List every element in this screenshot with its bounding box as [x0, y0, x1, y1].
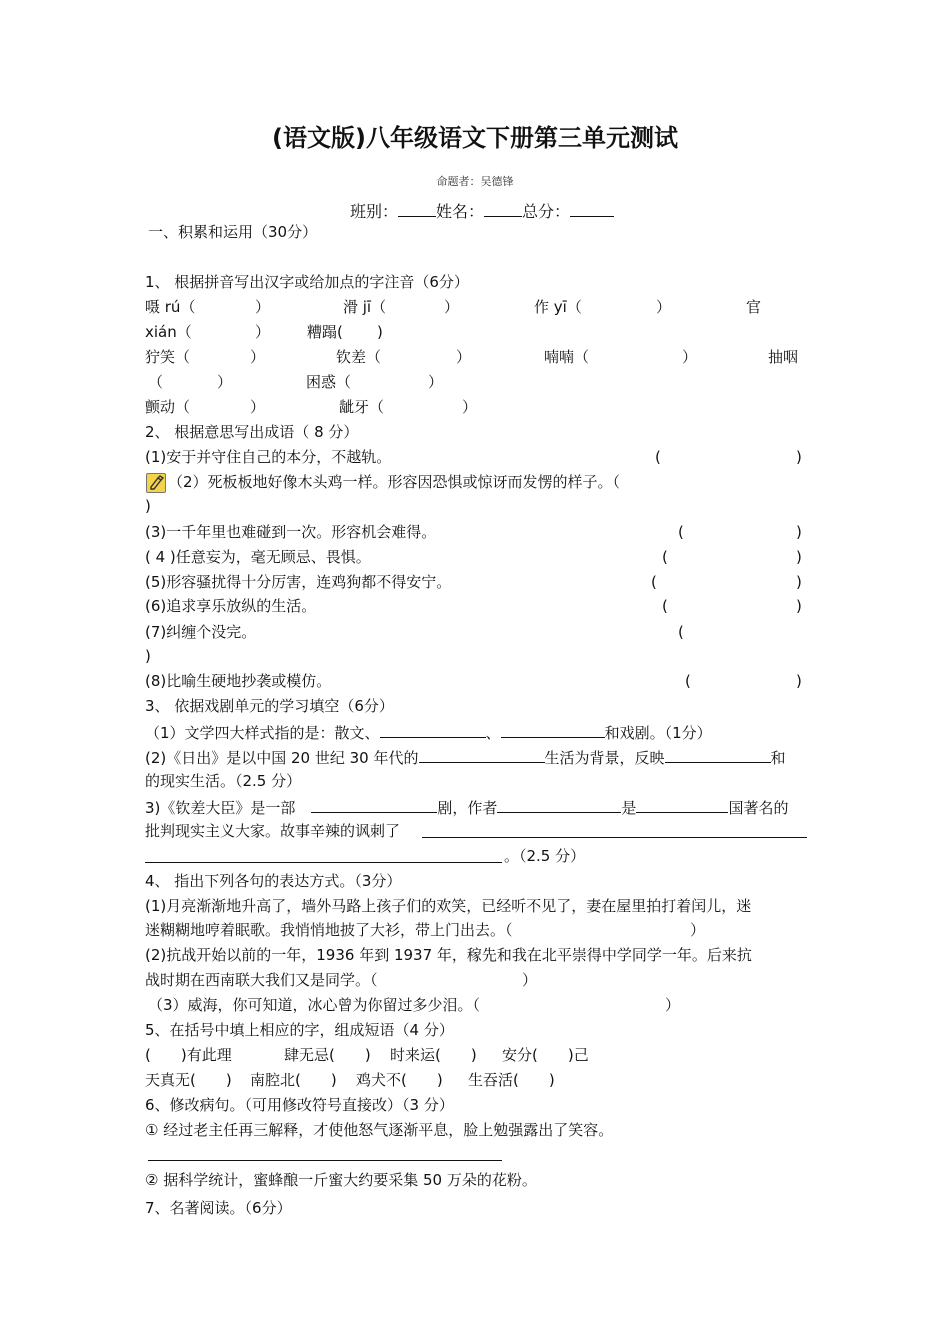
q2-item-1: (1)安于并守住自己的本分，不越轨。	[145, 448, 392, 466]
q6-answer-line[interactable]	[148, 1160, 502, 1161]
q4-line-3: (2)抗战开始以前的一年，1936 年到 1937 年，稼先和我在北平崇得中学同学一年。后来抗	[145, 946, 752, 964]
q2-item-5-close: )	[796, 573, 802, 591]
q3-l4-text-c: 是	[621, 799, 637, 817]
q1-r2-c: 糟蹋(	[307, 323, 343, 341]
q5-r1-4: 安分( )己	[502, 1046, 589, 1064]
q5-r2-3: 鸡犬不( )	[356, 1071, 443, 1089]
q2-item-7-open: (	[678, 623, 684, 641]
q1-r3-c: 钦差（	[336, 348, 382, 366]
q1-r5-b: ）	[250, 398, 266, 416]
q2-item-6: (6)追求享乐放纵的生活。	[145, 597, 317, 615]
q5-header: 5、在括号中填上相应的字，组成短语（4 分）	[145, 1021, 454, 1039]
q3-line-1	[145, 721, 712, 743]
q1-r4-c: 困惑（	[306, 373, 352, 391]
q1-r1-c: 滑 jī（	[343, 298, 387, 316]
class-label: 班别：	[350, 202, 399, 221]
q3-blank-1[interactable]	[380, 721, 486, 738]
q1-r4-a: （	[148, 373, 164, 391]
q1-r2-a: xián（	[145, 323, 192, 341]
part1-heading: 一、积累和运用（30分）	[148, 223, 318, 241]
q2-item-4-close: )	[796, 548, 802, 566]
q1-r5-d: ）	[462, 398, 478, 416]
q3-blank-3[interactable]	[419, 746, 545, 763]
q4-header: 4、 指出下列各句的表达方式。（3分）	[145, 872, 402, 890]
q1-r1-e: 作 yī（	[534, 298, 582, 316]
q2-item-8-open: (	[685, 672, 691, 690]
q3-line-3: 的现实生活。（2.5 分）	[145, 772, 302, 790]
q5-r2-4: 生吞活( )	[468, 1071, 555, 1089]
q6-sentence-1: ① 经过老主任再三解释，才使他怒气逐渐平息，脸上勉强露出了笑容。	[145, 1121, 614, 1139]
q3-line-4	[145, 796, 788, 818]
q1-r1-d: ）	[444, 298, 460, 316]
q5-r2-1: 天真无( )	[145, 1071, 232, 1089]
q1-r4-b: ）	[217, 373, 233, 391]
q1-r4-d: ）	[428, 373, 444, 391]
q3-blank-2[interactable]	[501, 721, 605, 738]
class-blank[interactable]	[398, 200, 436, 217]
q4-line-2: 迷糊糊地哼着眠歌。我悄悄地披了大衫，带上门出去。（	[145, 921, 513, 939]
q3-l2-text-c: 和	[770, 749, 786, 767]
q2-item-2-close: )	[145, 497, 151, 515]
q3-l4-text-a: 3)《钦差大臣》是一部	[145, 799, 296, 817]
author-line: 命题者：吴德锋	[436, 175, 514, 188]
pencil-icon	[146, 473, 166, 493]
q2-item-8: (8)比喻生硬地抄袭或模仿。	[145, 672, 332, 690]
q1-r3-b: ）	[250, 348, 266, 366]
q7-header: 7、名著阅读。（6分）	[145, 1199, 292, 1217]
q5-r1-2: 肆无忌( )	[284, 1046, 371, 1064]
q3-blank-7[interactable]	[636, 796, 728, 813]
q3-line-5: 批判现实主义大家。故事辛辣的讽刺了	[145, 822, 401, 840]
q5-r1-3: 时来运( )	[390, 1046, 477, 1064]
q2-item-6-open: (	[662, 597, 668, 615]
q2-item-7-close: )	[145, 647, 151, 665]
q3-l1-text-b: 、	[485, 724, 501, 742]
q1-r1-f: ）	[656, 298, 672, 316]
q6-header: 6、修改病句。（可用修改符号直接改）（3 分）	[145, 1096, 454, 1114]
q2-item-5: (5)形容骚扰得十分厉害，连鸡狗都不得安宁。	[145, 573, 452, 591]
q2-item-3-open: (	[678, 523, 684, 541]
q1-r3-a: 狞笑（	[145, 348, 191, 366]
q5-r2-2: 南腔北( )	[250, 1071, 337, 1089]
q3-blank-5[interactable]	[311, 796, 437, 813]
q2-item-3: (3)一千年里也难碰到一次。形容机会难得。	[145, 523, 437, 541]
q1-r2-b: ）	[255, 323, 271, 341]
q2-item-2: （2）死板板地好像木头鸡一样。形容因恐惧或惊讶而发愣的样子。（	[168, 473, 621, 491]
q1-r5-c: 龇牙（	[339, 398, 385, 416]
q3-answer-line-1[interactable]	[422, 837, 807, 838]
q1-r3-d: ）	[456, 348, 472, 366]
q3-line-6: 。（2.5 分）	[504, 847, 586, 865]
score-blank[interactable]	[570, 200, 614, 217]
q3-l2-text-a: (2)《日出》是以中国 20 世纪 30 年代的	[145, 749, 419, 767]
q2-item-4-open: (	[662, 548, 668, 566]
q2-item-7: (7)纠缠个没完。	[145, 623, 257, 641]
q2-item-5-open: (	[651, 573, 657, 591]
q4-line-5-close: ）	[665, 996, 681, 1014]
q1-r1-g: 官	[746, 298, 762, 316]
name-label: 姓名：	[436, 202, 485, 221]
student-info-line	[350, 200, 614, 222]
exam-title: (语文版)八年级语文下册第三单元测试	[272, 124, 678, 152]
q4-line-5: （3）威海，你可知道，冰心曾为你留过多少泪。（	[148, 996, 481, 1014]
q2-item-6-close: )	[796, 597, 802, 615]
q4-line-1: (1)月亮渐渐地升高了，墙外马路上孩子们的欢笑，已经听不见了，妻在屋里拍打着闰儿，迷	[145, 897, 752, 915]
q1-r2-d: )	[377, 323, 383, 341]
q5-r1-1: ( )有此理	[145, 1046, 232, 1064]
q1-r3-f: ）	[682, 348, 698, 366]
q3-answer-line-2[interactable]	[145, 862, 502, 863]
q2-header: 2、 根据意思写出成语（ 8 分）	[145, 423, 359, 441]
q3-l1-text-a: （1）文学四大样式指的是：散文、	[145, 724, 380, 742]
q1-r5-a: 颤动（	[145, 398, 191, 416]
name-blank[interactable]	[484, 200, 522, 217]
q2-item-4: ( 4 )任意妄为，毫无顾忌、畏惧。	[145, 548, 371, 566]
q1-r1-a: 嗫 rú（	[145, 298, 196, 316]
q1-header: 1、 根据拼音写出汉字或给加点的字注音（6分）	[145, 273, 469, 291]
q3-l1-text-c: 和戏剧。（1分）	[604, 724, 712, 742]
q3-line-2	[145, 746, 786, 768]
q3-l4-text-d: 国著名的	[728, 799, 789, 817]
q1-r3-g: 抽咽	[768, 348, 799, 366]
q3-l2-text-b: 生活为背景，反映	[544, 749, 665, 767]
q2-item-8-close: )	[796, 672, 802, 690]
q2-item-1-close: )	[796, 448, 802, 466]
score-label: 总分：	[522, 202, 571, 221]
q3-blank-4[interactable]	[665, 746, 771, 763]
q1-r1-b: ）	[255, 298, 271, 316]
q4-line-2-close: ）	[690, 921, 706, 939]
q3-blank-6[interactable]	[497, 796, 621, 813]
q2-item-3-close: )	[796, 523, 802, 541]
q4-line-4-close: ）	[522, 971, 538, 989]
q1-r3-e: 喃喃（	[544, 348, 590, 366]
q6-sentence-2: ② 据科学统计，蜜蜂酿一斤蜜大约要采集 50 万朵的花粉。	[145, 1171, 537, 1189]
q3-header: 3、 依据戏剧单元的学习填空（6分）	[145, 697, 394, 715]
q2-item-1-open: (	[655, 448, 661, 466]
q4-line-4: 战时期在西南联大我们又是同学。（	[145, 971, 378, 989]
q3-l4-text-b: 剧，作者	[437, 799, 498, 817]
